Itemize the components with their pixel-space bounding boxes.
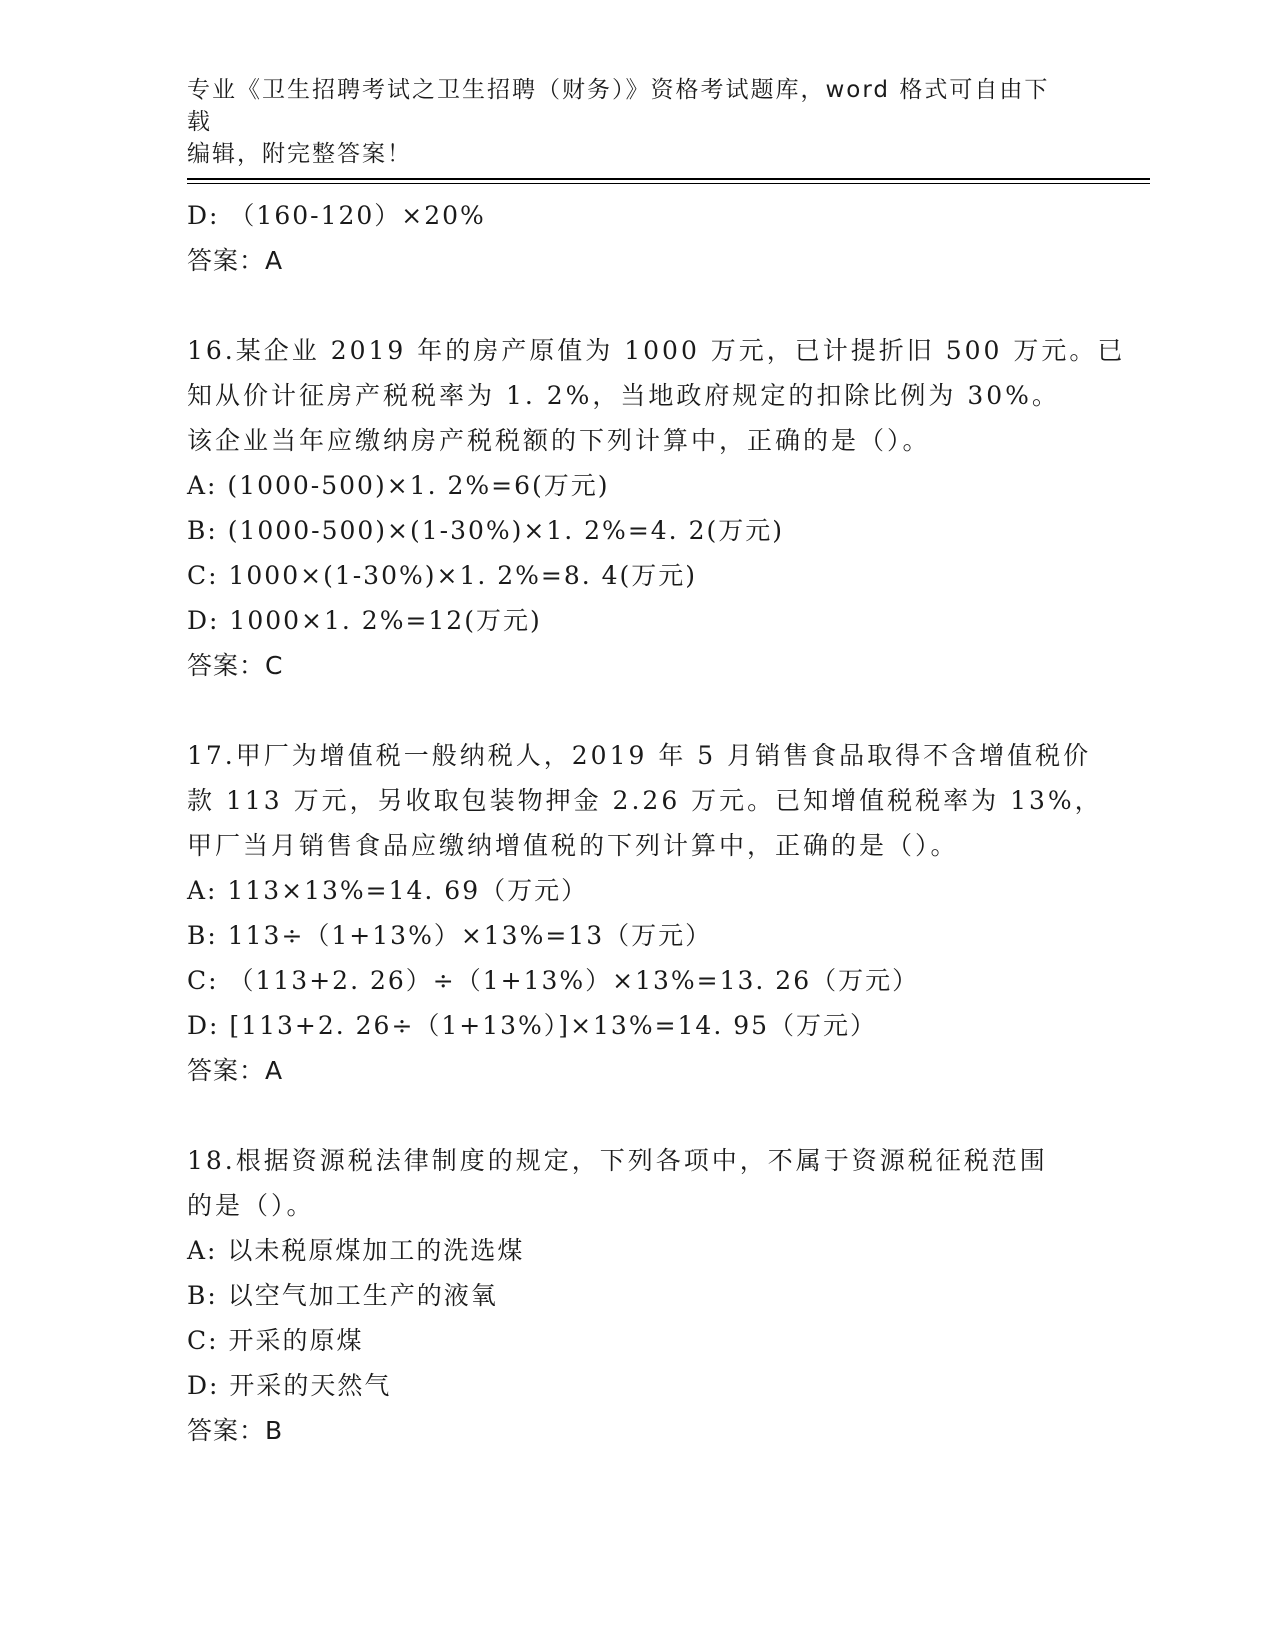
question-text-line: 该企业当年应缴纳房产税税额的下列计算中，正确的是（）。 (187, 426, 931, 455)
answer: 答案：C (187, 651, 284, 680)
option-d: D: [113+2. 26÷（1+13%）]×13%=14. 95（万元） (187, 1011, 878, 1040)
header-rule-thin (187, 183, 1150, 184)
header-line-1: 专业《卫生招聘考试之卫生招聘（财务）》资格考试题库，word 格式可自由下载 (187, 77, 1050, 135)
option-b: B: 113÷（1+13%）×13%=13（万元） (187, 921, 713, 950)
question-17 (187, 733, 1103, 1093)
question-16 (187, 328, 1126, 688)
option-b: B: 以空气加工生产的液氧 (187, 1281, 498, 1310)
question-18 (187, 1138, 1087, 1453)
option-d: D: 开采的天然气 (187, 1371, 392, 1400)
header-line-2: 编辑，附完整答案！ (187, 141, 412, 167)
answer: 答案：B (187, 1416, 284, 1445)
document-header (187, 74, 1067, 170)
question-text-line: 的是（）。 (187, 1191, 315, 1220)
question-list (187, 193, 1126, 1453)
question-text-line: 16.某企业 2019 年的房产原值为 1000 万元，已计提折旧 500 万元。已 (187, 336, 1126, 365)
question-text-line: 款 113 万元，另收取包装物押金 2.26 万元。已知增值税税率为 13%， (187, 786, 1103, 815)
question-text-line: 知从价计征房产税税率为 1. 2%，当地政府规定的扣除比例为 30%。 (187, 381, 1060, 410)
header-rule-thick (187, 178, 1150, 180)
option-b: B: (1000-500)×(1-30%)×1. 2%=4. 2(万元) (187, 516, 784, 545)
option-a: A: 113×13%=14. 69（万元） (187, 876, 589, 905)
option-a: A: 以未税原煤加工的洗选煤 (187, 1236, 525, 1265)
option-c: C: 1000×(1-30%)×1. 2%=8. 4(万元) (187, 561, 698, 590)
answer: 答案：A (187, 1056, 284, 1085)
option-c: C: 开采的原煤 (187, 1326, 364, 1355)
prev-option-d: D: （160-120）×20% (187, 201, 486, 230)
option-d: D: 1000×1. 2%=12(万元) (187, 606, 542, 635)
question-text-line: 甲厂当月销售食品应缴纳增值税的下列计算中，正确的是（）。 (187, 831, 959, 860)
option-c: C: （113+2. 26）÷（1+13%）×13%=13. 26（万元） (187, 966, 920, 995)
question-text-line: 18.根据资源税法律制度的规定，下列各项中，不属于资源税征税范围 (187, 1146, 1048, 1175)
option-a: A: (1000-500)×1. 2%=6(万元) (187, 471, 610, 500)
question-text-line: 17.甲厂为增值税一般纳税人，2019 年 5 月销售食品取得不含增值税价 (187, 741, 1092, 770)
prev-answer: 答案：A (187, 246, 284, 275)
